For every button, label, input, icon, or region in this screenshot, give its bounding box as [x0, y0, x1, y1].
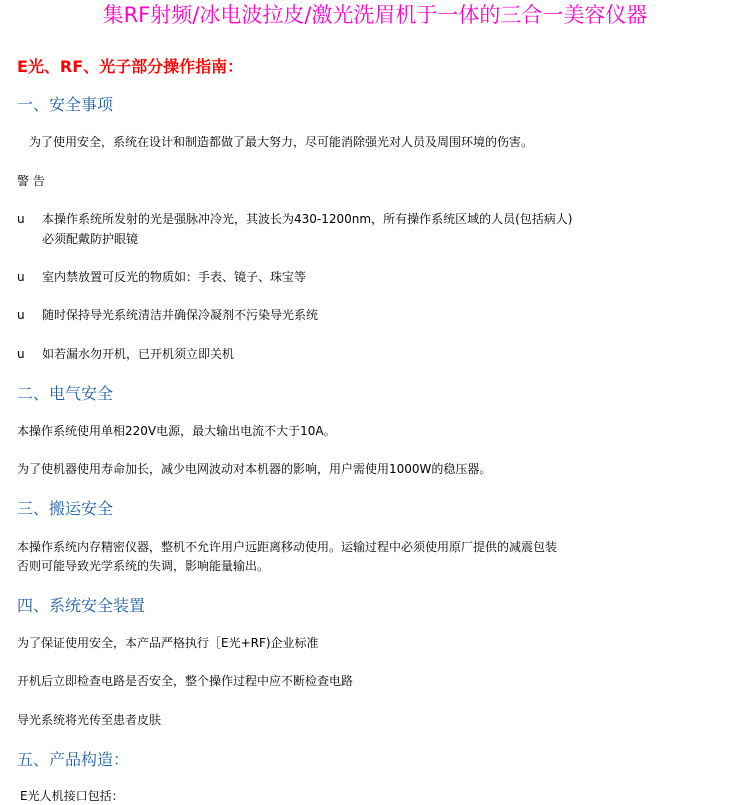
- safety-bullet-1-line2: 必须配戴防护眼镜: [42, 232, 139, 246]
- safety-bullet-1-line1: 本操作系统所发射的光是强脉冲冷光，其波长为430-1200nm，所有操作系统区域的人员(包括病人): [42, 212, 573, 226]
- transport-paragraph-line2: 否则可能导致光学系统的失调，影响能量输出。: [17, 559, 270, 573]
- safety-bullet-2: 室内禁放置可反光的物质如：手表、镜子、珠宝等: [42, 270, 307, 284]
- safety-bullet-3: 随时保持导光系统清洁并确保冷凝剂不污染导光系统: [42, 308, 319, 322]
- section-heading-safety: 一、安全事项: [17, 95, 114, 114]
- transport-paragraph-line1: 本操作系统内存精密仪器，整机不允许用户远距离移动使用。运输过程中必须使用原厂提供的减震包装: [17, 540, 558, 554]
- bullet-marker: u: [17, 347, 25, 361]
- devices-paragraph-2: 开机后立即检查电路是否安全，整个操作过程中应不断检查电路: [17, 674, 354, 688]
- bullet-marker: u: [17, 308, 25, 322]
- devices-paragraph-1: 为了保证使用安全，本产品严格执行［E光+RF)企业标准: [17, 636, 319, 650]
- section-heading-devices: 四、系统安全装置: [17, 596, 146, 615]
- safety-bullet-4: 如若漏水勿开机，已开机须立即关机: [42, 347, 235, 361]
- structure-paragraph-1: E光人机接口包括：: [20, 789, 124, 803]
- warning-label: 警 告: [17, 174, 45, 188]
- safety-intro: 为了使用安全，系统在设计和制造都做了最大努力，尽可能消除强光对人员及周围环境的伤害。: [29, 135, 534, 149]
- section-heading-transport: 三、搬运安全: [17, 499, 114, 518]
- guide-subtitle: E光、RF、光子部分操作指南：: [17, 57, 244, 76]
- bullet-marker: u: [17, 270, 25, 284]
- section-heading-electrical: 二、电气安全: [17, 384, 114, 403]
- devices-paragraph-3: 导光系统将光传至患者皮肤: [17, 713, 162, 727]
- bullet-marker: u: [17, 212, 25, 226]
- document-title: 集RF射频/冰电波拉皮/激光洗眉机于一体的三合一美容仪器: [102, 3, 648, 27]
- electrical-paragraph-1: 本操作系统使用单相220V电源，最大输出电流不大于10A。: [17, 424, 336, 438]
- section-heading-structure: 五、产品构造：: [17, 750, 130, 769]
- electrical-paragraph-2: 为了使机器使用寿命加长，减少电网波动对本机器的影响，用户需使用1000W的稳压器。: [17, 462, 492, 476]
